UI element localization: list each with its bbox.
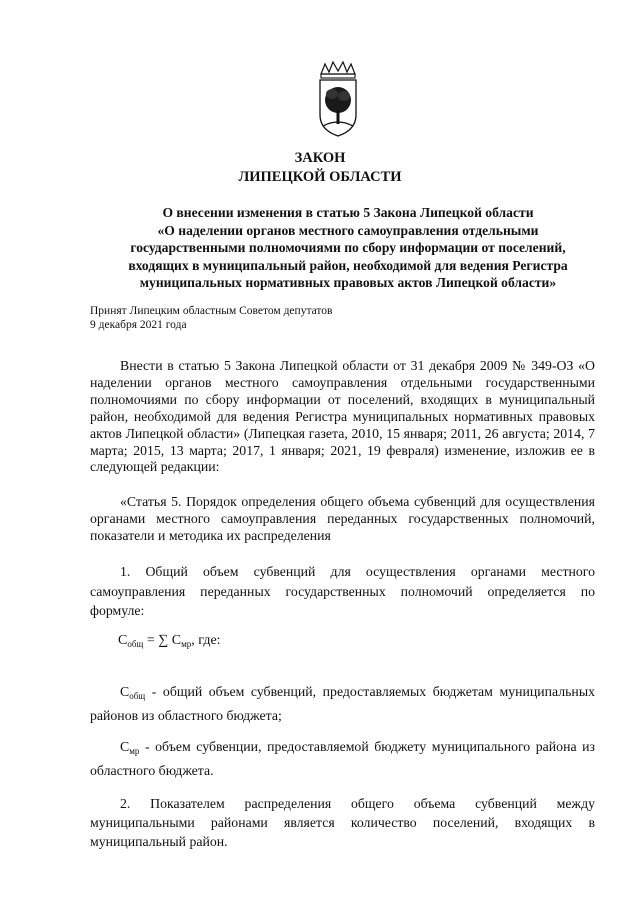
def2-sub: мр <box>129 746 140 756</box>
def1-text: общий объем субвенций, предоставляемых бюджетам муниципальных районов из областного бюджета; <box>90 684 595 723</box>
adopted-date: 9 декабря 2021 года <box>90 319 187 331</box>
item-1: 1. Общий объем субвенций для осуществления органами местного самоуправления переданных государственных полномочий определяется по формуле: <box>90 564 595 618</box>
coat-of-arms-emblem <box>317 60 359 138</box>
adoption-info <box>90 304 332 332</box>
article-heading: «Статья 5. Порядок определения общего объема субвенций для осуществления органами местного самоуправления переданных государственных полномочий, показатели и методика их распределения <box>90 494 595 543</box>
subject-line: «О наделении органов местного самоуправления отдельными <box>157 222 539 238</box>
paragraph-amendment: Внести в статью 5 Закона Липецкой области от 31 декабря 2009 № 349-ОЗ «О наделении органов местного самоуправления отдельными государственными полномочиями по сбору информации от поселений, входящих в муниципальный район, необходимой для ведения Регистра муниципальных нормативных правовых актов Липецкой области» (Липецкая газета, 2010, 15 января; 2011, 26 августа; 2014, 7 марта; 2015, 13 марта; 2017, 1 января; 2021, 19 февраля) изменение, изложив ее в следующей редакции: <box>90 358 595 475</box>
item-2: 2. Показателем распределения общего объема субвенций между муниципальными районами является количество поселений, входящих в муниципальный район. <box>90 796 595 849</box>
law-title: ЗАКОН <box>294 150 346 166</box>
law-subject <box>88 204 608 292</box>
definition-district <box>90 737 595 780</box>
def2-dash: - <box>139 739 156 754</box>
subject-line: О внесении изменения в статью 5 Закона Липецкой области <box>162 205 534 220</box>
subject-line: государственными полномочиями по сбору информации от поселений, <box>130 240 566 255</box>
def1-sub: общ <box>129 691 146 701</box>
law-region: ЛИПЕЦКОЙ ОБЛАСТИ <box>238 169 402 185</box>
formula-rhs-sub: мр <box>181 639 192 649</box>
definition-total <box>90 682 595 725</box>
def2-text: объем субвенции, предоставляемой бюджету муниципального района из областного бюджета. <box>90 739 595 778</box>
subsidy-formula <box>118 633 221 649</box>
formula-lhs-sub: общ <box>127 639 144 649</box>
formula-rhs-symbol: С <box>171 633 182 648</box>
formula-eq: = ∑ <box>143 633 172 648</box>
def2-symbol: С <box>120 739 130 754</box>
def1-symbol: С <box>120 684 130 699</box>
def1-dash: - <box>145 684 163 699</box>
formula-lhs-symbol: С <box>118 633 128 648</box>
adopted-by: Принят Липецким областным Советом депутатов <box>90 305 333 317</box>
formula-tail: , где: <box>191 633 221 648</box>
subject-line: муниципальных нормативных правовых актов Липецкой области» <box>139 275 557 290</box>
subject-line: входящих в муниципальный район, необходимой для ведения Регистра <box>128 257 568 273</box>
